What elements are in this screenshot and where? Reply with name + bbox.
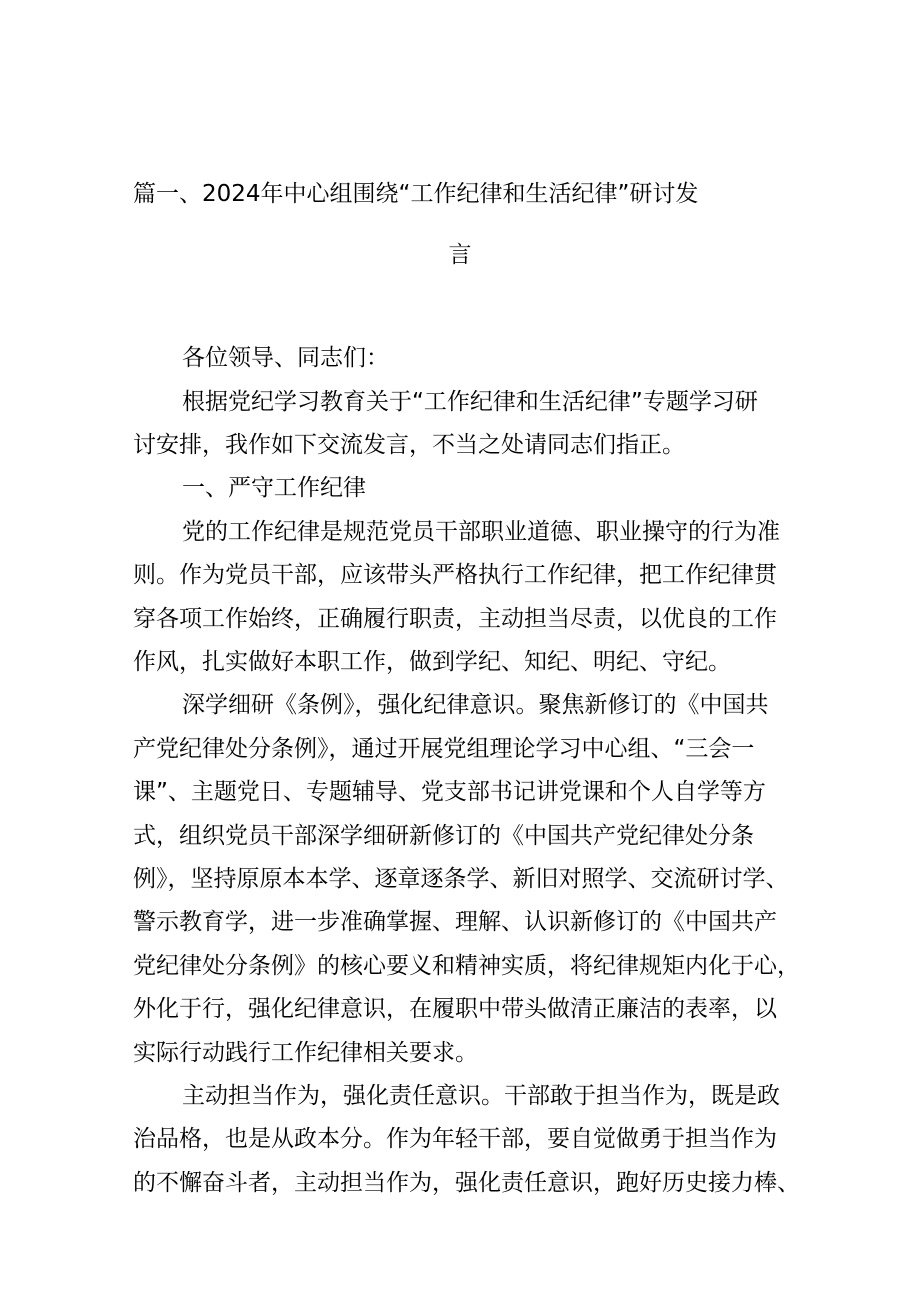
paragraph-line: 党的工作纪律是规范党员干部职业道德、职业操守的行为准 (182, 519, 780, 545)
paragraph-line: 深学细研《条例》，强化纪律意识。聚焦新修订的《中国共 (182, 692, 769, 718)
paragraph-line: 警示教育学，进一步准确掌握、理解、认识新修订的《中国共产 (133, 909, 777, 935)
paragraph-line: 作风，扎实做好本职工作，做到学纪、知纪、明纪、守纪。 (133, 649, 731, 675)
paragraph-line: 治品格，也是从政本分。作为年轻干部，要自觉做勇于担当作为 (133, 1126, 777, 1152)
paragraph-line: 则。作为党员干部，应该带头严格执行工作纪律，把工作纪律贯 (133, 562, 777, 588)
paragraph-line: 的不懈奋斗者，主动担当作为，强化责任意识，跑好历史接力棒、 (133, 1170, 800, 1196)
paragraph-line: 例》，坚持原原本本学、逐章逐条学、新旧对照学、交流研讨学、 (133, 866, 789, 892)
paragraph-line: 根据党纪学习教育关于“工作纪律和生活纪律”专题学习研 (182, 389, 758, 415)
salutation: 各位领导、同志们： (182, 345, 389, 371)
paragraph-line: 式，组织党员干部深学细研新修订的《中国共产党纪律处分条 (133, 823, 754, 849)
paragraph-line: 课”、主题党日、专题辅导、党支部书记讲党课和个人自学等方 (133, 779, 766, 805)
paragraph-line: 党纪律处分条例》的核心要义和精神实质，将纪律规矩内化于心， (133, 953, 800, 979)
section-heading: 一、严守工作纪律 (182, 475, 366, 501)
document-title: 篇一、2024年中心组围绕“工作纪律和生活纪律”研讨发 (133, 181, 699, 207)
paragraph-line: 产党纪律处分条例》，通过开展党组理论学习中心组、“三会一 (133, 736, 755, 762)
paragraph-line: 主动担当作为，强化责任意识。干部敢于担当作为，既是政 (182, 1083, 780, 1109)
paragraph-line: 讨安排，我作如下交流发言，不当之处请同志们指正。 (133, 432, 685, 458)
paragraph-line: 穿各项工作始终，正确履行职责，主动担当尽责，以优良的工作 (133, 606, 777, 632)
paragraph-line: 外化于行，强化纪律意识，在履职中带头做清正廉洁的表率，以 (133, 996, 777, 1022)
document-title-continuation: 言 (448, 242, 472, 268)
paragraph-line: 实际行动践行工作纪律相关要求。 (133, 1040, 478, 1066)
